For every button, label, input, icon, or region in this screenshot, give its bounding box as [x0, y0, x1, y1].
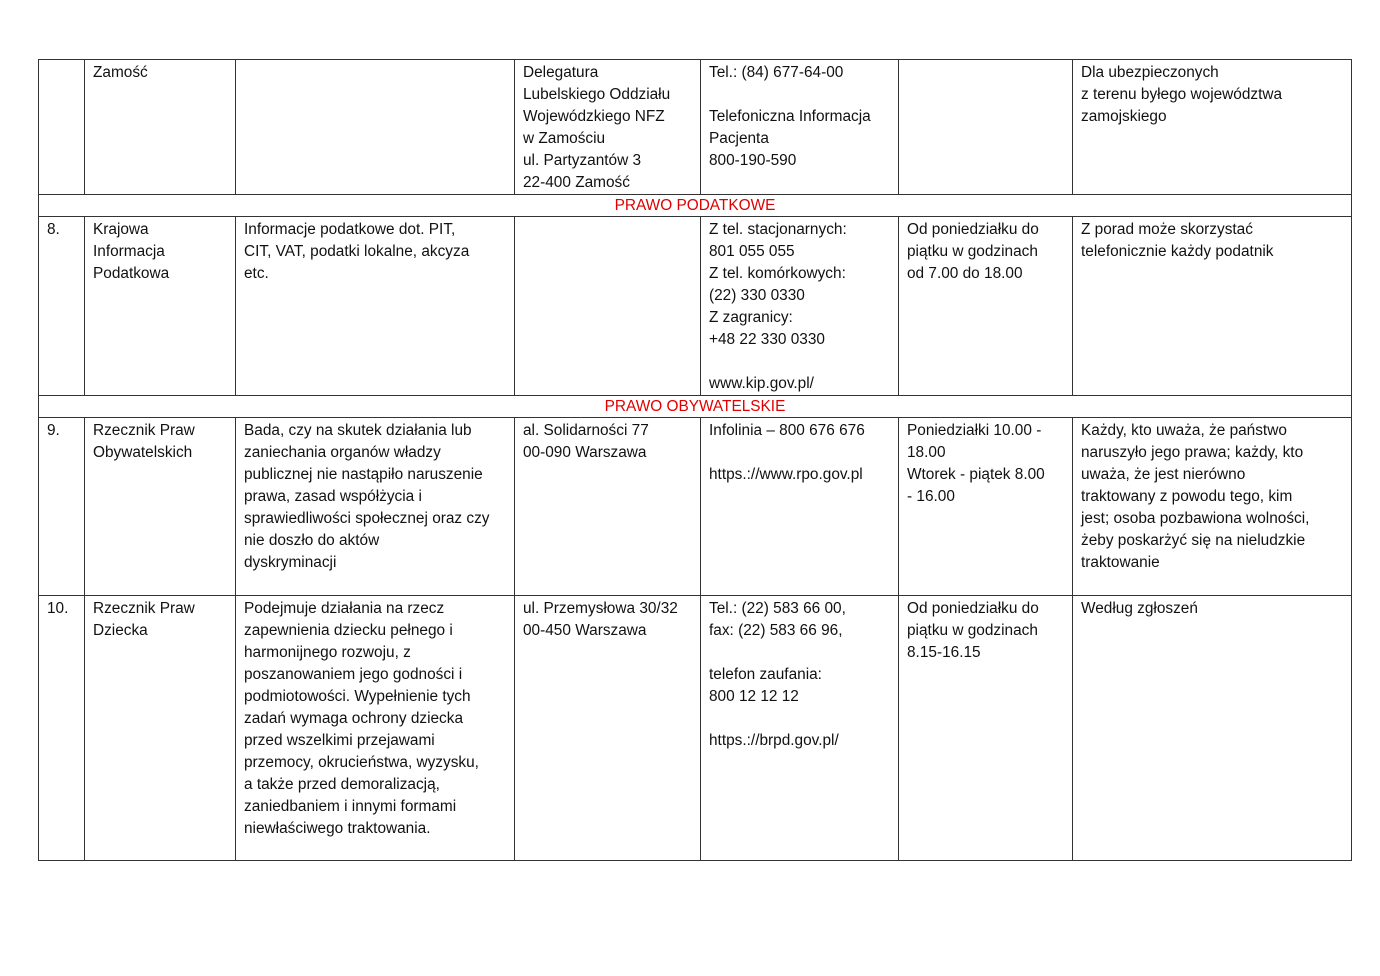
table-row	[39, 217, 1352, 396]
cell-scope: Informacje podatkowe dot. PIT, CIT, VAT, podatki lokalne, akcyza etc.	[236, 217, 515, 396]
table-row	[39, 60, 1352, 195]
section-heading-civil-law: PRAWO OBYWATELSKIE	[39, 396, 1352, 418]
cell-eligibility: Według zgłoszeń	[1073, 596, 1352, 861]
cell-contact: Tel.: (22) 583 66 00, fax: (22) 583 66 96, telefon zaufania: 800 12 12 12 https.://brpd.gov.pl/	[701, 596, 899, 861]
cell-hours: Od poniedziałku do piątku w godzinach od 7.00 do 18.00	[899, 217, 1073, 396]
cell-hours: Od poniedziałku do piątku w godzinach 8.15-16.15	[899, 596, 1073, 861]
cell-name: Krajowa Informacja Podatkowa	[85, 217, 236, 396]
cell-address: al. Solidarności 77 00-090 Warszawa	[515, 418, 701, 596]
cell-name: Zamość	[85, 60, 236, 195]
cell-hours	[899, 60, 1073, 195]
cell-contact: Tel.: (84) 677-64-00 Telefoniczna Informacja Pacjenta 800-190-590	[701, 60, 899, 195]
cell-number: 8.	[39, 217, 85, 396]
institutions-table	[38, 59, 1352, 861]
cell-address: ul. Przemysłowa 30/32 00-450 Warszawa	[515, 596, 701, 861]
cell-contact: Infolinia – 800 676 676 https.://www.rpo.gov.pl	[701, 418, 899, 596]
cell-eligibility: Każdy, kto uważa, że państwo naruszyło jego prawa; każdy, kto uważa, że jest nierówno traktowany z powodu tego, kim jest; osoba pozbawiona wolności, żeby poskarżyć się na nieludzkie traktowanie	[1073, 418, 1352, 596]
section-heading-tax-law: PRAWO PODATKOWE	[39, 195, 1352, 217]
cell-eligibility: Z porad może skorzystać telefonicznie każdy podatnik	[1073, 217, 1352, 396]
cell-scope: Podejmuje działania na rzecz zapewnienia dziecku pełnego i harmonijnego rozwoju, z poszanowaniem jego godności i podmiotowości. Wypełnienie tych zadań wymaga ochrony dziecka przed wszelkimi przejawami przemocy, okrucieństwa, wyzysku, a także przed demoralizacją, zaniedbaniem i innymi formami niewłaściwego traktowania.	[236, 596, 515, 861]
cell-address: Delegatura Lubelskiego Oddziału Wojewódzkiego NFZ w Zamościu ul. Partyzantów 3 22-400 Zamość	[515, 60, 701, 195]
cell-number: 10.	[39, 596, 85, 861]
cell-contact: Z tel. stacjonarnych: 801 055 055 Z tel. komórkowych: (22) 330 0330 Z zagranicy: +48 22 330 0330 www.kip.gov.pl/	[701, 217, 899, 396]
section-row	[39, 195, 1352, 217]
cell-eligibility: Dla ubezpieczonych z terenu byłego województwa zamojskiego	[1073, 60, 1352, 195]
cell-scope: Bada, czy na skutek działania lub zaniechania organów władzy publicznej nie nastąpiło naruszenie prawa, zasad współżycia i sprawiedliwości społecznej oraz czy nie doszło do aktów dyskryminacji	[236, 418, 515, 596]
section-row	[39, 396, 1352, 418]
cell-name: Rzecznik Praw Obywatelskich	[85, 418, 236, 596]
cell-number	[39, 60, 85, 195]
table-row	[39, 418, 1352, 596]
table-row	[39, 596, 1352, 861]
cell-name: Rzecznik Praw Dziecka	[85, 596, 236, 861]
cell-number: 9.	[39, 418, 85, 596]
cell-address	[515, 217, 701, 396]
cell-hours: Poniedziałki 10.00 - 18.00 Wtorek - piątek 8.00 - 16.00	[899, 418, 1073, 596]
document-page	[38, 59, 1351, 861]
cell-scope	[236, 60, 515, 195]
